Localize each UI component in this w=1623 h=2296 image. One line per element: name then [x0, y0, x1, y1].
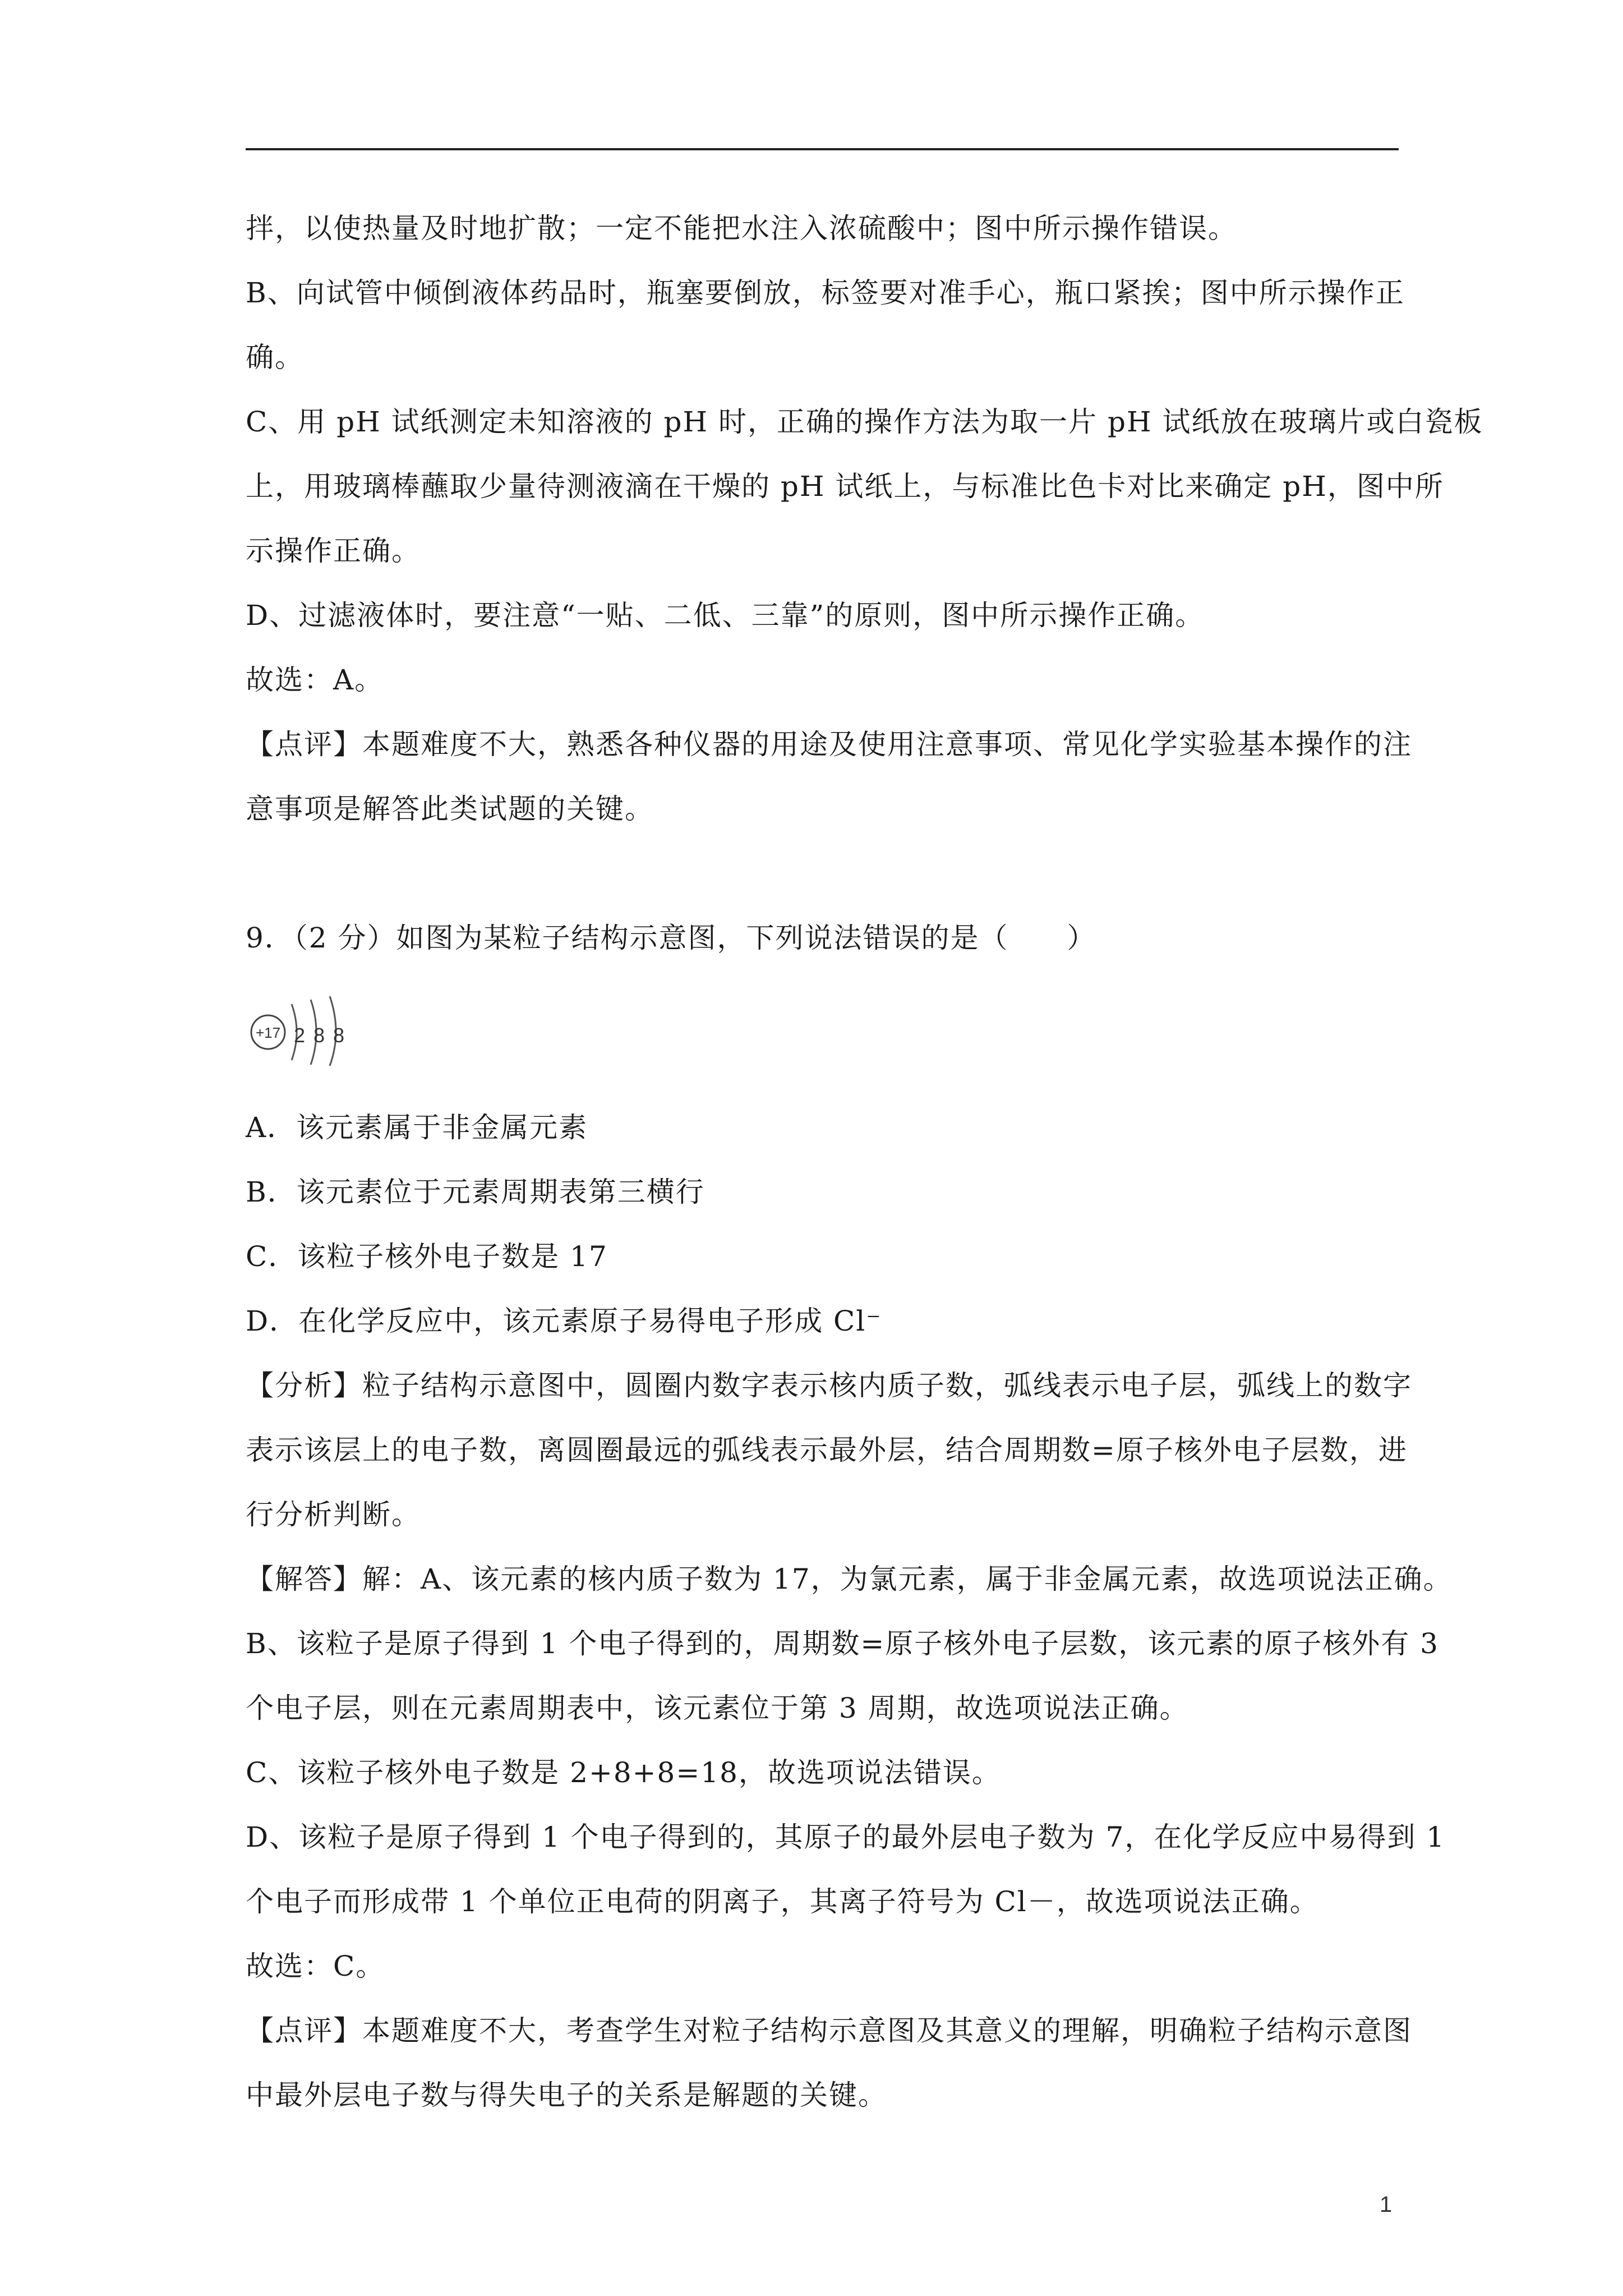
solution-line: 【解答】解：A、该元素的核内质子数为 17，为氯元素，属于非金属元素，故选项说法正确。 — [246, 1563, 1453, 1595]
solution-line: 个电子层，则在元素周期表中，该元素位于第 3 周期，故选项说法正确。 — [246, 1692, 1189, 1724]
solution-line: D、该粒子是原子得到 1 个电子得到的，其原子的最外层电子数为 7，在化学反应中易得到 1 — [246, 1821, 1446, 1853]
solution-line: 故选：C。 — [246, 1950, 385, 1982]
question-stem: 9．（2 分）如图为某粒子结构示意图，下列说法错误的是（ ） — [246, 922, 1096, 954]
option-b: B．该元素位于元素周期表第三横行 — [246, 1176, 705, 1208]
text-line: B、向试管中倾倒液体药品时，瓶塞要倒放，标签要对准手心，瓶口紧挨；图中所示操作正 — [246, 277, 1405, 309]
solution-line: 个电子而形成带 1 个单位正电荷的阴离子，其离子符号为 Cl－，故选项说法正确。 — [246, 1885, 1319, 1918]
shell-electrons-3: 8 — [333, 1024, 345, 1047]
review-line: 【点评】本题难度不大，考查学生对粒子结构示意图及其意义的理解，明确粒子结构示意图 — [246, 2014, 1412, 2047]
shell-electrons-2: 8 — [313, 1024, 325, 1047]
option-a: A．该元素属于非金属元素 — [246, 1111, 588, 1144]
text-line: C、用 pH 试纸测定未知溶液的 pH 时，正确的操作方法为取一片 pH 试纸放在玻璃片或白瓷板 — [246, 406, 1483, 438]
review-line: 中最外层电子数与得失电子的关系是解题的关键。 — [246, 2079, 887, 2111]
solution-line: B、该粒子是原子得到 1 个电子得到的，周期数=原子核外电子层数，该元素的原子核外有 3 — [246, 1627, 1439, 1660]
option-d: D．在化学反应中，该元素原子易得电子形成 Cl⁻ — [246, 1305, 882, 1337]
text-line: 示操作正确。 — [246, 535, 421, 567]
text-line: D、过滤液体时，要注意“一贴、二低、三靠”的原则，图中所示操作正确。 — [246, 599, 1205, 632]
analysis-line: 表示该层上的电子数，离圆圈最远的弧线表示最外层，结合周期数=原子核外电子层数，进 — [246, 1434, 1408, 1466]
analysis-line: 行分析判断。 — [246, 1498, 421, 1531]
text-line: 拌，以使热量及时地扩散；一定不能把水注入浓硫酸中；图中所示操作错误。 — [246, 212, 1237, 245]
particle-structure-diagram — [246, 987, 358, 1066]
nucleus-label: +17 — [255, 1024, 281, 1041]
review-line: 意事项是解答此类试题的关键。 — [246, 793, 654, 825]
text-line: 确。 — [246, 341, 304, 374]
analysis-line: 【分析】粒子结构示意图中，圆圈内数字表示核内质子数，弧线表示电子层，弧线上的数字 — [246, 1369, 1412, 1402]
option-c: C．该粒子核外电子数是 17 — [246, 1240, 608, 1273]
text-line: 上，用玻璃棒蘸取少量待测液滴在干燥的 pH 试纸上，与标准比色卡对比来确定 pH，图中所 — [246, 470, 1444, 503]
shell-electrons-1: 2 — [294, 1024, 306, 1047]
text-line: 故选：A。 — [246, 664, 384, 696]
header-rule — [246, 148, 1399, 150]
page-number: 1 — [1380, 2192, 1393, 2217]
solution-line: C、该粒子核外电子数是 2+8+8=18，故选项说法错误。 — [246, 1756, 1001, 1789]
review-line: 【点评】本题难度不大，熟悉各种仪器的用途及使用注意事项、常见化学实验基本操作的注 — [246, 728, 1412, 761]
